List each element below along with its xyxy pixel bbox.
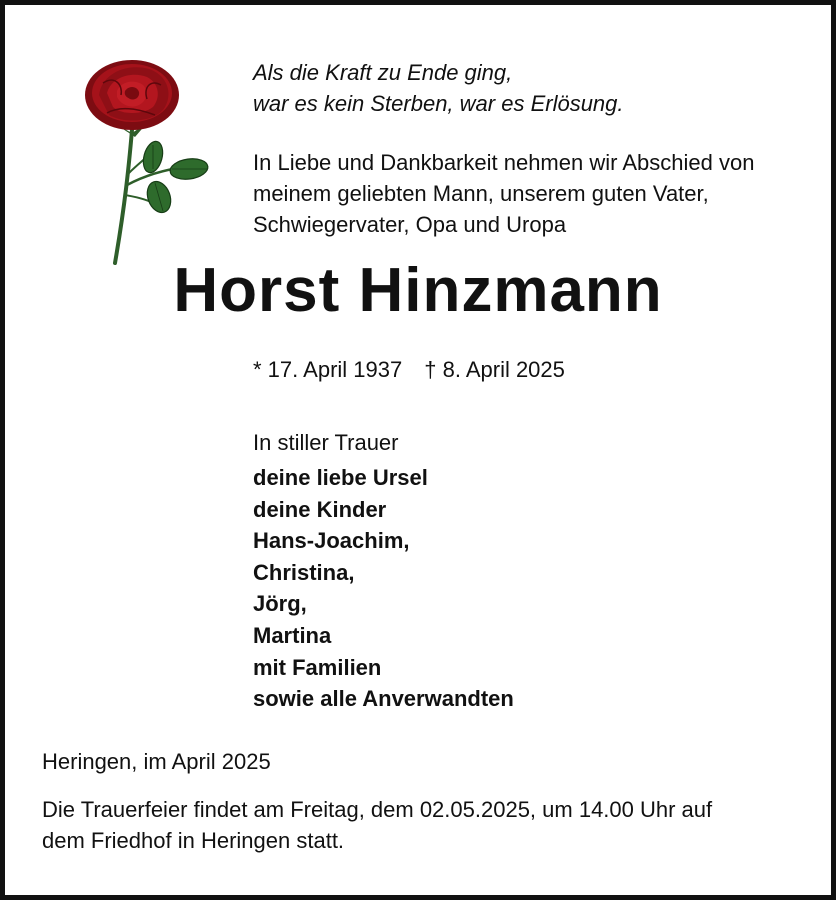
life-dates (253, 355, 565, 385)
birth-date: * 17. April 1937 (253, 357, 403, 382)
farewell-intro (253, 147, 754, 240)
mourner-line: mit Familien (253, 654, 382, 680)
red-rose-icon (77, 55, 222, 270)
mourning-heading: In stiller Trauer (253, 430, 399, 455)
mourner-line: Martina (253, 622, 332, 648)
death-date: † 8. April 2025 (424, 357, 565, 382)
mourners-list (253, 462, 514, 715)
intro-line-2: meinem geliebten Mann, unserem guten Vater, (253, 181, 709, 206)
intro-line-3: Schwiegervater, Opa und Uropa (253, 212, 567, 237)
deceased-name: Horst Hinzmann (173, 256, 663, 325)
mourner-line: deine liebe Ursel (253, 465, 428, 490)
mourner-line: Jörg, (253, 591, 307, 617)
intro-line-1: In Liebe und Dankbarkeit nehmen wir Abschied von (253, 150, 755, 175)
quote-line-2: war es kein Sterben, war es Erlösung. (253, 91, 624, 116)
funeral-line-1: Die Trauerfeier findet am Freitag, dem 02.05.2025, um 14.00 Uhr auf (42, 797, 713, 822)
quote (253, 57, 624, 119)
funeral-line-2: dem Friedhof in Heringen statt. (42, 828, 345, 853)
mourner-line: deine Kinder (253, 496, 387, 522)
mourner-line: Christina, (253, 559, 355, 585)
place-and-date: Heringen, im April 2025 (42, 749, 271, 774)
funeral-info (42, 794, 712, 856)
mourner-line: Hans-Joachim, (253, 528, 410, 554)
quote-line-1: Als die Kraft zu Ende ging, (253, 60, 513, 85)
mourner-line: sowie alle Anverwandten (253, 686, 514, 712)
